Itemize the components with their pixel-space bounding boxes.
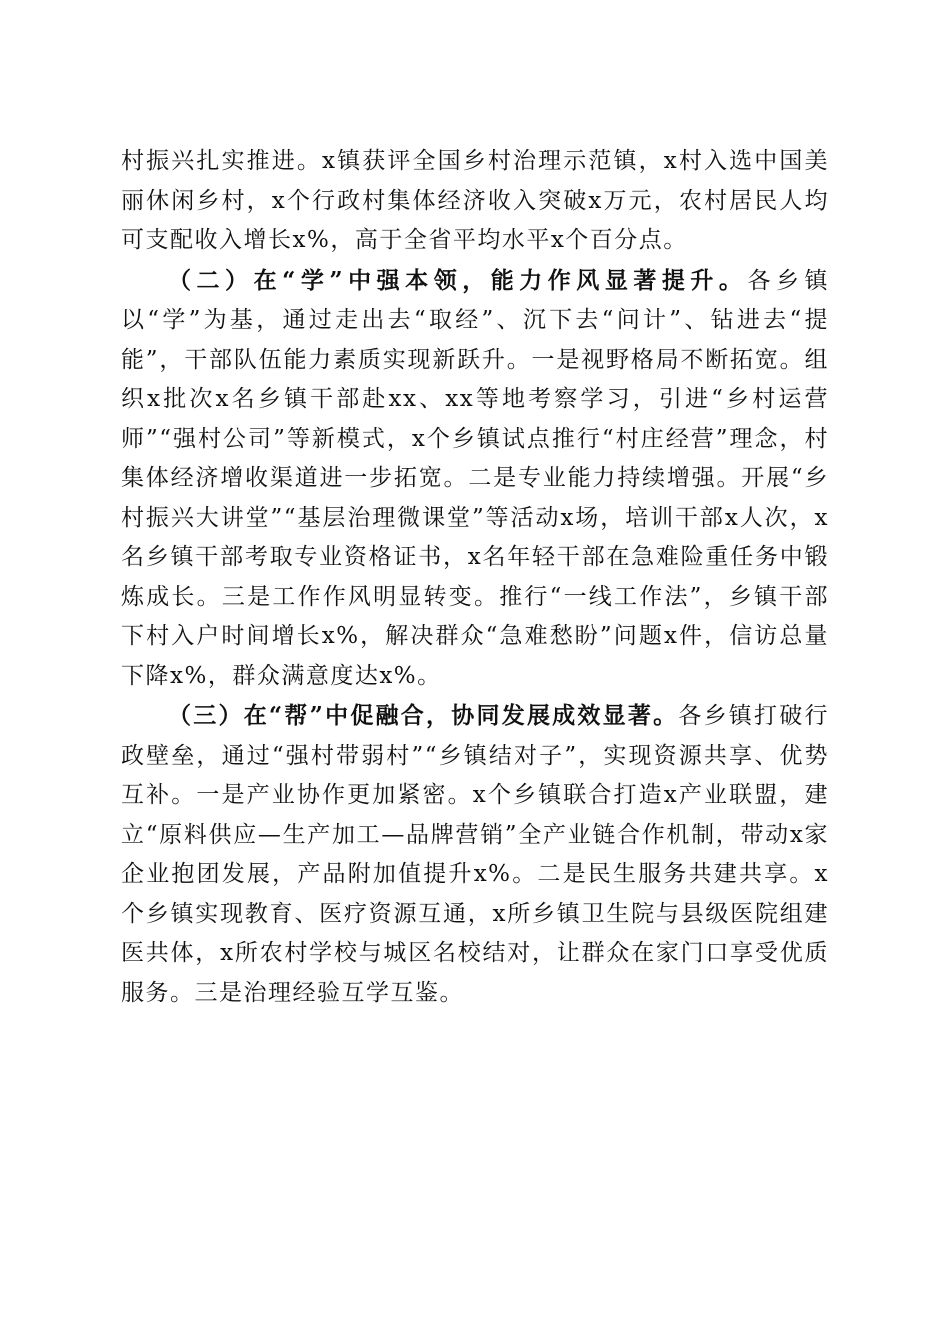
section-heading: （二）在“学”中强本领，能力作风显著提升。 — [168, 266, 748, 294]
paragraph-text: 各乡镇打破行政壁垒，通过“强村带弱村”“乡镇结对子”，实现资源共享、优势互补。一是产业协作更加紧密。x个乡镇联合打造x产业联盟，建立“原料供应—生产加工—品牌营销”全产业链合作机制，带动x家企业抱团发展，产品附加值提升x%。二是民生服务共建共享。x个乡镇实现教育、医疗资源互通，x所乡镇卫生院与县级医院组建医共体，x所农村学校与城区名校结对，让群众在家门口享受优质服务。三是治理经验互学互鉴。 — [121, 703, 830, 1006]
paragraph-section-3 — [121, 696, 829, 1013]
paragraph-text: 各乡镇以“学”为基，通过走出去“取经”、沉下去“问计”、钻进去“提能”，干部队伍能力素质实现新跃升。一是视野格局不断拓宽。组织x批次x名乡镇干部赴xx、xx等地考察学习，引进“乡村运营师”“强村公司”等新模式，x个乡镇试点推行“村庄经营”理念，村集体经济增收渠道进一步拓宽。二是专业能力持续增强。开展“乡村振兴大讲堂”“基层治理微课堂”等活动x场，培训干部x人次，x名乡镇干部考取专业资格证书，x名年轻干部在急难险重任务中锻炼成长。三是工作作风明显转变。推行“一线工作法”，乡镇干部下村入户时间增长x%，解决群众“急难愁盼”问题x件，信访总量下降x%，群众满意度达x%。 — [121, 267, 829, 689]
document-page — [121, 142, 829, 1013]
paragraph-text: 村振兴扎实推进。x镇获评全国乡村治理示范镇，x村入选中国美丽休闲乡村，x个行政村集体经济收入突破x万元，农村居民人均可支配收入增长x%，高于全省平均水平x个百分点。 — [121, 148, 829, 253]
paragraph-continuation — [121, 142, 829, 261]
paragraph-section-2 — [121, 261, 829, 697]
section-heading: （三）在“帮”中促融合，协同发展成效显著。 — [168, 702, 679, 729]
